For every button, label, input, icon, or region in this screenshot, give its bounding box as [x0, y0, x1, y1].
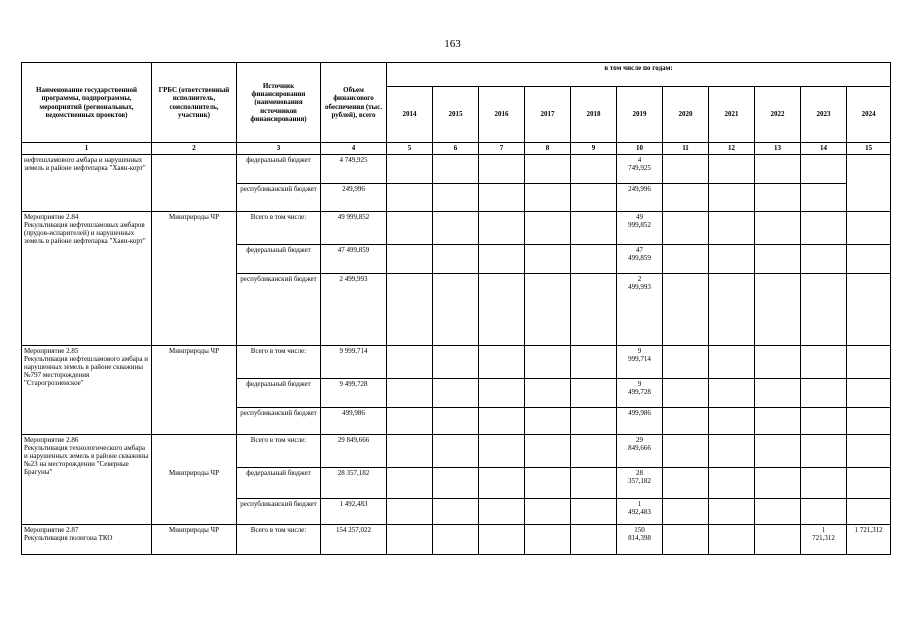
total-value: 154 257,022 [321, 525, 387, 555]
year-2019-value: 1 492,483 [617, 499, 663, 525]
column-number: 15 [847, 143, 891, 155]
table-row [22, 525, 891, 555]
column-number: 10 [617, 143, 663, 155]
year-2019-value: 9 499,728 [617, 379, 663, 408]
total-value: 249,996 [321, 184, 387, 212]
column-number: 5 [387, 143, 433, 155]
table-row [22, 435, 891, 468]
funding-source: федеральный бюджет [237, 468, 321, 499]
funding-source: республиканский бюджет [237, 184, 321, 212]
column-number: 12 [709, 143, 755, 155]
total-value: 9 999,714 [321, 346, 387, 379]
year-2019-value: 2 499,993 [617, 274, 663, 346]
year-2019-value: 29 849,666 [617, 435, 663, 468]
header-year: 2017 [525, 87, 571, 143]
header-funding-source: Источник финансирования (наименования источников финансирования) [237, 63, 321, 143]
header-year: 2018 [571, 87, 617, 143]
header-years-group: в том числе по годам: [387, 63, 891, 87]
activity-name: нефтешламового амбара и нарушенных земель в районе нефтепарка "Хаян-корт" [22, 155, 152, 212]
total-value: 49 999,852 [321, 212, 387, 245]
activity-name: Мероприятие 2.85 Рекультивация нефтешламового амбара и нарушенных земель в районе скважины №797 месторождения "Старогрозненское" [22, 346, 152, 435]
year-2019-value: 499,986 [617, 408, 663, 435]
funding-source: федеральный бюджет [237, 155, 321, 184]
funding-source: республиканский бюджет [237, 499, 321, 525]
year-2019-value: 9 999,714 [617, 346, 663, 379]
table-row [22, 155, 891, 184]
grbs-name: Минприроды ЧР [152, 212, 237, 346]
funding-source: федеральный бюджет [237, 245, 321, 274]
year-2019-value: 4 749,925 [617, 155, 663, 184]
year-2019-value: 249,996 [617, 184, 663, 212]
activity-name: Мероприятие 2.84 Рекультивация нефтешламовых амбаров (прудов-испарителей) и нарушенных земель в районе нефтепарка "Хаян-корт" [22, 212, 152, 346]
activity-name: Мероприятие 2.87 Рекультивация полигона ТКО [22, 525, 152, 555]
column-number: 1 [22, 143, 152, 155]
header-year: 2016 [479, 87, 525, 143]
total-value: 29 849,666 [321, 435, 387, 468]
column-number: 7 [479, 143, 525, 155]
table-row [22, 212, 891, 245]
column-number: 11 [663, 143, 709, 155]
activity-name: Мероприятие 2.86 Рекультивация технологического амбара и нарушенных земель в районе скважины №23 на месторождении "Северные Брагуны" [22, 435, 152, 525]
funding-source: Всего в том числе: [237, 435, 321, 468]
column-number: 4 [321, 143, 387, 155]
total-value: 47 499,859 [321, 245, 387, 274]
column-number-row [22, 143, 891, 155]
column-number: 14 [801, 143, 847, 155]
column-number: 8 [525, 143, 571, 155]
header-year: 2019 [617, 87, 663, 143]
total-value: 28 357,182 [321, 468, 387, 499]
header-program-name: Наименование государственной программы, подпрограммы, мероприятий (региональных, ведомственных проектов) [22, 63, 152, 143]
column-number: 2 [152, 143, 237, 155]
funding-source: Всего в том числе: [237, 346, 321, 379]
header-year: 2020 [663, 87, 709, 143]
funding-source: Всего в том числе: [237, 212, 321, 245]
year-2019-value: 28 357,182 [617, 468, 663, 499]
page-number: 163 [444, 38, 461, 50]
total-value: 4 749,925 [321, 155, 387, 184]
year-2019-value: 47 499,859 [617, 245, 663, 274]
funding-source: федеральный бюджет [237, 379, 321, 408]
total-value: 9 499,728 [321, 379, 387, 408]
column-number: 9 [571, 143, 617, 155]
year-2023-value: 1 721,312 [801, 525, 847, 555]
header-year: 2023 [801, 87, 847, 143]
funding-source: республиканский бюджет [237, 274, 321, 346]
table-row [22, 346, 891, 379]
grbs-name: Минприроды ЧР [152, 525, 237, 555]
grbs-name: Минприроды ЧР [152, 435, 237, 525]
funding-source: Всего в том числе: [237, 525, 321, 555]
header-year: 2022 [755, 87, 801, 143]
column-number: 6 [433, 143, 479, 155]
column-number: 13 [755, 143, 801, 155]
year-2019-value: 49 999,852 [617, 212, 663, 245]
total-value: 499,986 [321, 408, 387, 435]
budget-table [21, 62, 891, 555]
header-year: 2015 [433, 87, 479, 143]
header-year: 2021 [709, 87, 755, 143]
funding-source: республиканский бюджет [237, 408, 321, 435]
header-year: 2024 [847, 87, 891, 143]
total-value: 1 492,483 [321, 499, 387, 525]
header-year: 2014 [387, 87, 433, 143]
year-2024-value: 1 721,312 [847, 525, 891, 555]
header-grbs: ГРБС (ответственный исполнитель, соисполнитель, участник) [152, 63, 237, 143]
year-2019-value: 150 814,398 [617, 525, 663, 555]
column-number: 3 [237, 143, 321, 155]
header-total-volume: Объем финансового обеспечения (тыс. рублей), всего [321, 63, 387, 143]
grbs-name: Минприроды ЧР [152, 346, 237, 435]
total-value: 2 499,993 [321, 274, 387, 346]
